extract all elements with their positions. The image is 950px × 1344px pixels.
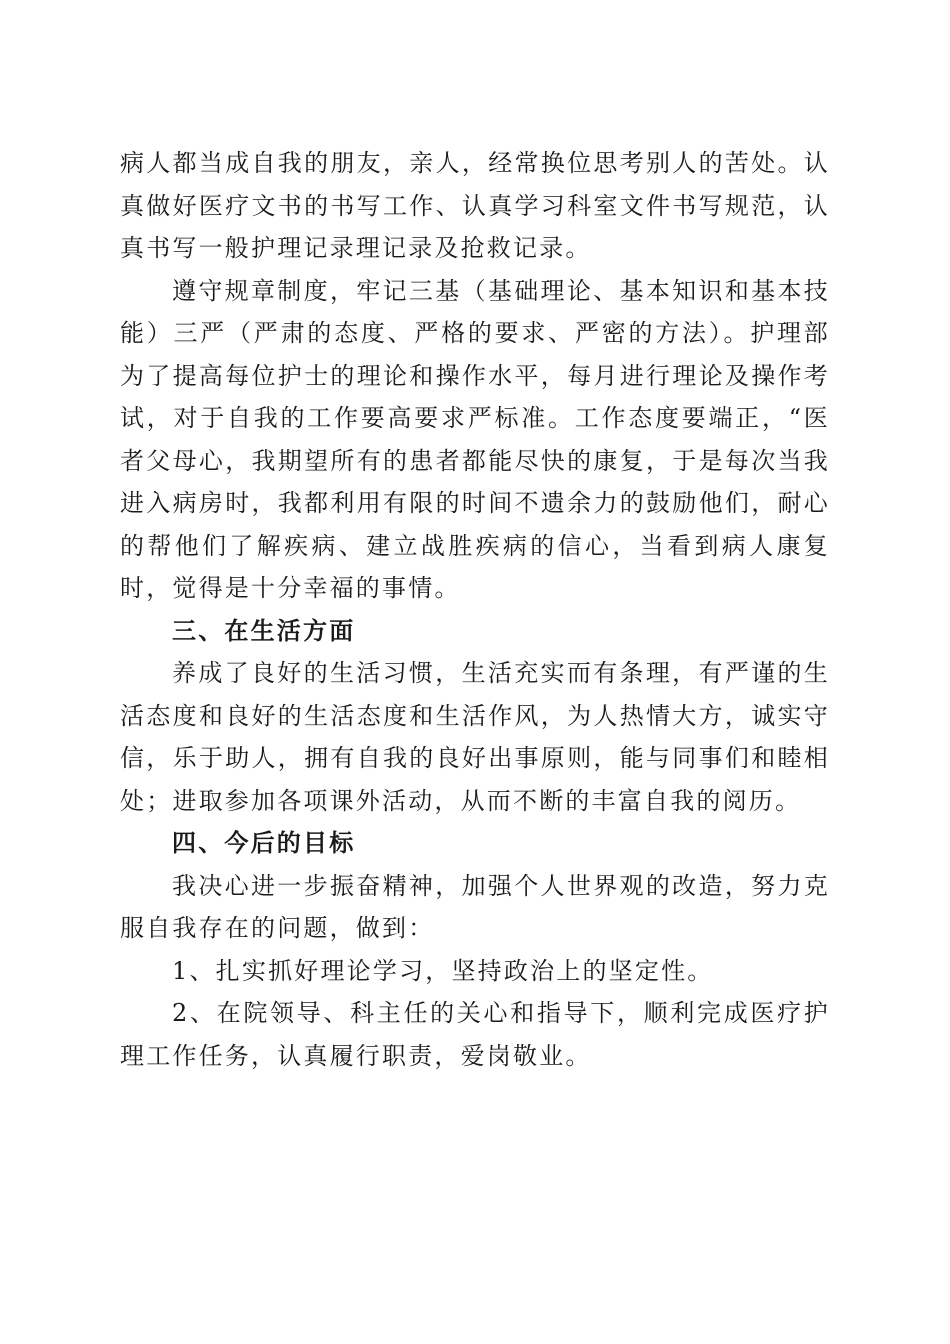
document-page (120, 142, 830, 1077)
list-item-1: 1、扎实抓好理论学习，坚持政治上的坚定性。 (172, 956, 714, 985)
paragraph-resolve: 我决心进一步振奋精神，加强个人世界观的改造，努力克服自我存在的问题，做到： (120, 871, 830, 942)
list-item-2: 2、在院领导、科主任的关心和指导下，顺利完成医疗护理工作任务，认真履行职责，爱岗敬业。 (120, 999, 830, 1070)
section-heading-life: 三、在生活方面 (172, 616, 356, 645)
section-heading-goals: 四、今后的目标 (172, 829, 356, 857)
paragraph-continuation: 病人都当成自我的朋友，亲人，经常换位思考别人的苦处。认真做好医疗文书的书写工作、认真学习科室文件书写规范，认真书写一般护理记录理记录及抢救记录。 (120, 149, 830, 262)
paragraph-rules: 遵守规章制度，牢记三基（基础理论、基本知识和基本技能）三严（严肃的态度、严格的要求、严密的方法）。护理部为了提高每位护士的理论和操作水平，每月进行理论及操作考试，对于自我的工作要高要求严标准。工作态度要端正，“医者父母心，我期望所有的患者都能尽快的康复，于是每次当我进入病房时，我都利用有限的时间不遗余力的鼓励他们，耐心的帮他们了解疾病、建立战胜疾病的信心，当看到病人康复时，觉得是十分幸福的事情。 (120, 276, 830, 602)
paragraph-life: 养成了良好的生活习惯，生活充实而有条理，有严谨的生活态度和良好的生活态度和生活作风，为人热情大方，诚实守信，乐于助人，拥有自我的良好出事原则，能与同事们和睦相处；进取参加各项课外活动，从而不断的丰富自我的阅历。 (120, 659, 830, 815)
